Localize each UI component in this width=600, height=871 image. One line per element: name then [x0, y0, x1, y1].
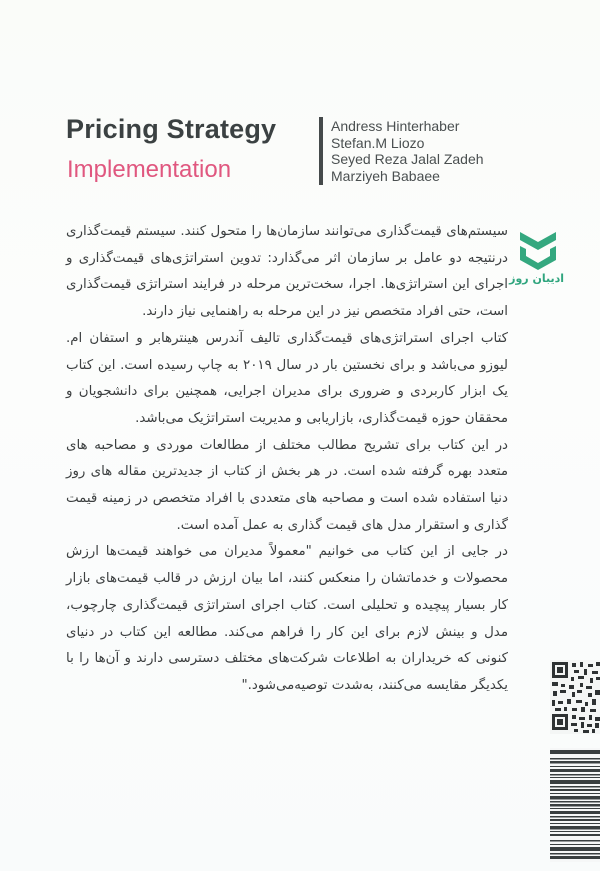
author-name: Stefan.M Liozo [331, 134, 425, 151]
book-title: Pricing Strategy [66, 114, 277, 144]
blurb-paragraph: کتاب اجرای استراتژی‌های قیمت‌گذاری تالیف آندرس هینترهابر و استفان ام. لیوزو می‌باشد و برای نخستین بار در سال ۲۰۱۹ به چاپ رسیده است. این کتاب یک ابزار کاربردی و ضروری برای مدیران اجرایی، همچنین برای دانشجویان و محققان حوزه قیمت‌گذاری، بازاریابی و مدیریت استراتژیک می‌باشد. [66, 330, 508, 426]
publisher-name: ادیبان روز [509, 272, 564, 285]
author-name: Marziyeh Babaee [331, 167, 440, 184]
back-cover-blurb [66, 219, 508, 700]
book-subtitle: Implementation [67, 156, 232, 183]
book-chevron-logo-icon [512, 228, 564, 272]
publisher-logo [509, 228, 564, 290]
blurb-paragraph: در این کتاب برای تشریح مطالب مختلف از مطالعات موردی و مصاحبه های متعدد بهره گرفته شده است. در هر بخش از کتاب از جدیدترین مقاله های روز دنیا استفاده شده است و مصاحبه های متعددی با افراد متخصص در زمینه قیمت گذاری و استقرار مدل های قیمت گذاری به عمل آمده است. [66, 437, 508, 533]
author-name: Andress Hinterhaber [331, 118, 460, 134]
author-name: Seyed Reza Jalal Zadeh [331, 151, 484, 167]
barcode-icon [550, 748, 600, 862]
blurb-paragraph: در جایی از این کتاب می خوانیم "معمولاً مدیران می خواهند قیمت‌ها ارزش محصولات و خدماتشان را منعکس کنند، اما بیان ارزش در قالب قیمت‌های بازار کار بسیار پیچیده و تحلیلی است. کتاب اجرای استراتژی قیمت‌گذاری چارچوب، مدل و بینش لازم برای این کار را فراهم می‌کند. مطالعه این کتاب در دنیای کنونی که خریداران به اطلاعات شرکت‌های مختلف دسترسی دارند و آن‌ها را با یکدیگر مقایسه می‌کنند، به‌شدت توصیه‌می‌شود." [66, 544, 508, 693]
qr-code-icon [550, 660, 600, 734]
blurb-paragraph: سیستم‌های قیمت‌گذاری می‌توانند سازمان‌ها را متحول کنند. سیستم قیمت‌گذاری درنتیجه دو عامل بر سازمان اثر می‌گذارد: تدوین استراتژی‌های قیمت‌گذاری و اجرای این استراتژی‌ها. اجرا، سخت‌ترین مرحله در فرایند استراتژی قیمت‌گذاری است، حتی افراد متخصص نیز در این مرحله به راهنمایی نیاز دارند. [66, 224, 508, 320]
title-divider [319, 117, 323, 185]
author-list [331, 118, 484, 184]
